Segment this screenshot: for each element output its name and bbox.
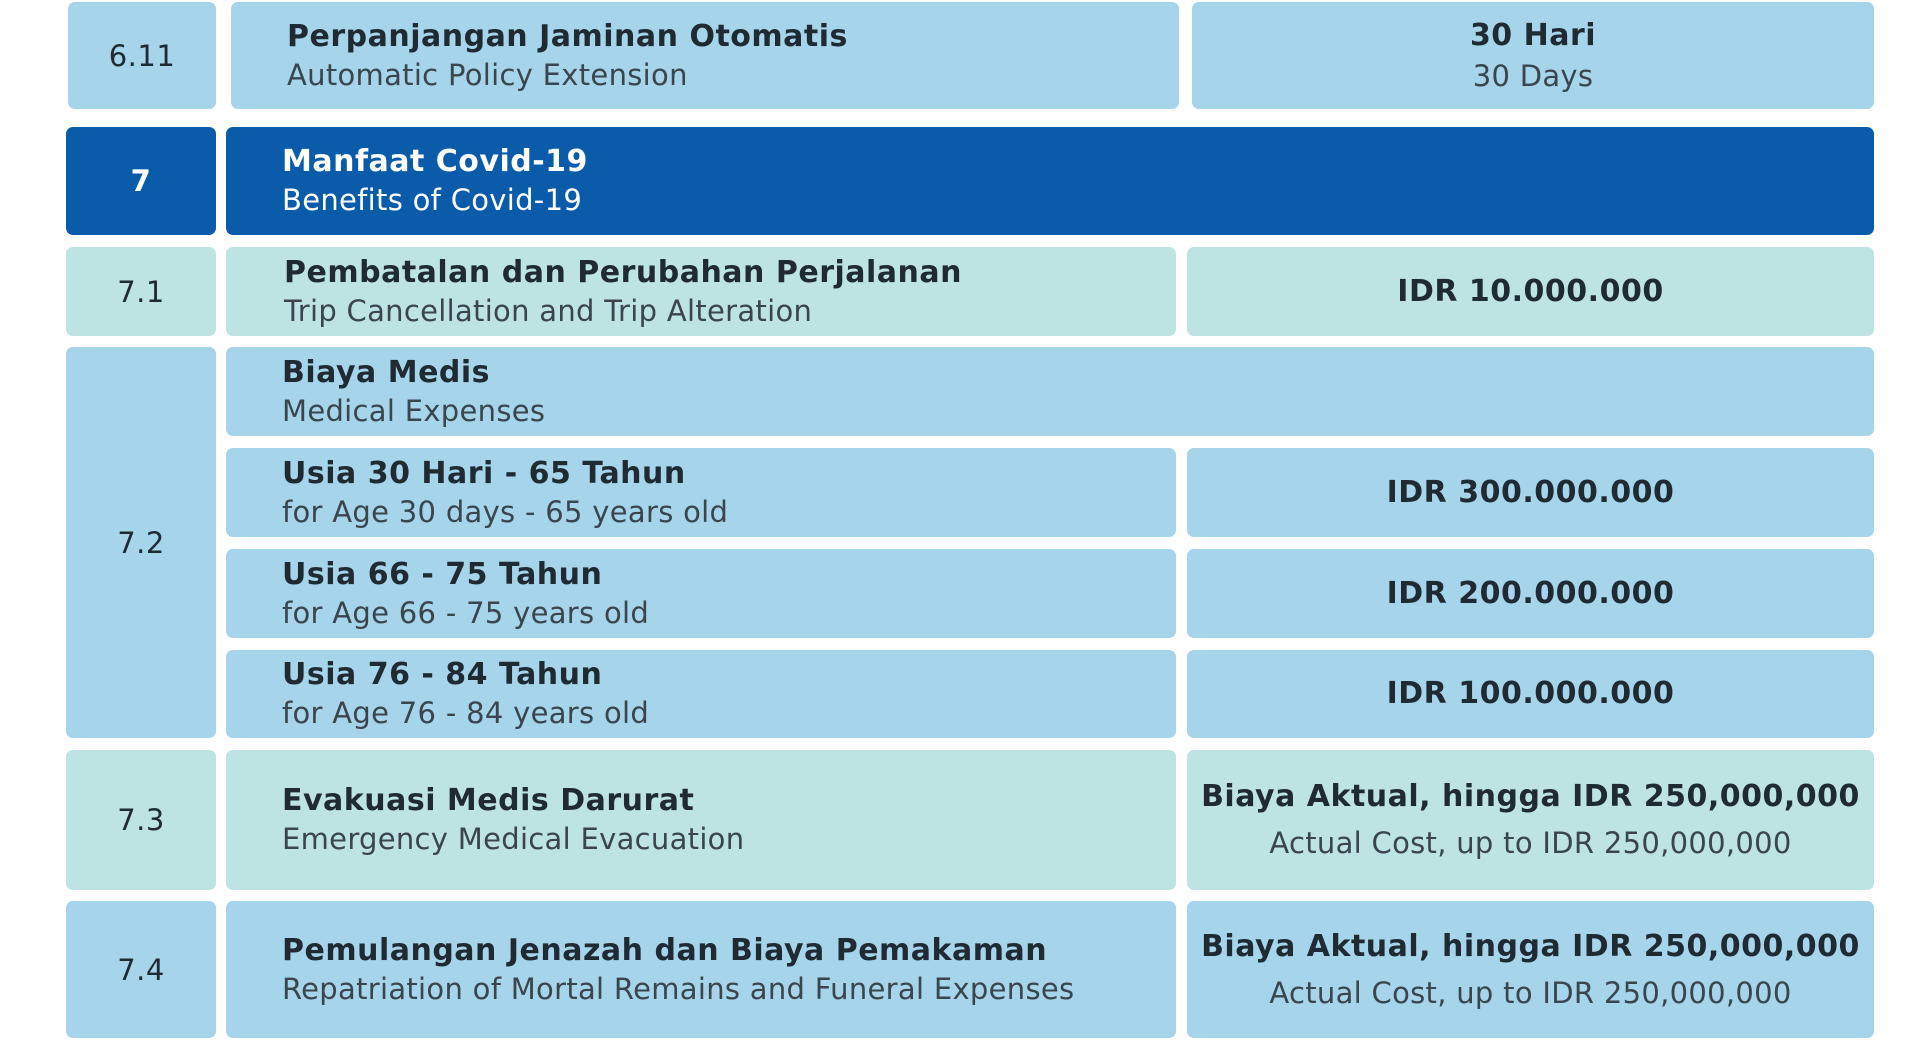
benefit-title: Evakuasi Medis Darurat <box>282 783 695 818</box>
row-7-2-sub-3-description-cell <box>226 650 1176 738</box>
row-7-3-value-cell <box>1187 750 1874 890</box>
row-7-2-sub-2-value-cell <box>1187 549 1874 638</box>
row-7-2-number-cell <box>66 347 216 738</box>
benefit-value-english: Actual Cost, up to IDR 250,000,000 <box>1269 826 1792 860</box>
row-7-1-description-cell <box>226 247 1176 336</box>
benefit-title: Pemulangan Jenazah dan Biaya Pemakaman <box>282 932 1048 968</box>
row-7-4-value-cell <box>1187 901 1874 1038</box>
row-number: 7.4 <box>117 952 165 987</box>
benefit-value: IDR 200.000.000 <box>1386 575 1675 611</box>
section-title: Manfaat Covid-19 <box>282 144 588 179</box>
benefit-title: Pembatalan dan Perubahan Perjalanan <box>284 254 962 290</box>
benefit-value: IDR 10.000.000 <box>1397 273 1664 309</box>
benefit-value: Biaya Aktual, hingga IDR 250,000,000 <box>1201 779 1860 814</box>
row-7-4-number-cell <box>66 901 216 1038</box>
row-7-1-value-cell <box>1187 247 1874 336</box>
row-7-3-number-cell <box>66 750 216 890</box>
benefit-value-english: Actual Cost, up to IDR 250,000,000 <box>1269 975 1792 1010</box>
row-7-1-number-cell <box>66 247 216 336</box>
benefit-subtitle: Repatriation of Mortal Remains and Funeral Expenses <box>282 971 1075 1006</box>
row-number: 7.1 <box>117 274 165 309</box>
age-range-subtitle: for Age 30 days - 65 years old <box>282 494 729 529</box>
age-range-title: Usia 30 Hari - 65 Tahun <box>282 455 686 491</box>
benefit-subtitle: Trip Cancellation and Trip Alteration <box>284 293 813 328</box>
row-7-3-description-cell <box>226 750 1176 890</box>
row-number: 6.11 <box>108 38 176 73</box>
row-6-11-value-cell <box>1192 2 1874 109</box>
age-range-subtitle: for Age 76 - 84 years old <box>282 696 650 730</box>
row-7-2-sub-1-description-cell <box>226 448 1176 537</box>
benefit-subtitle: Automatic Policy Extension <box>287 57 688 92</box>
row-6-11-description-cell <box>231 2 1179 109</box>
benefit-subtitle: Emergency Medical Evacuation <box>282 822 745 856</box>
benefit-subtitle: Medical Expenses <box>282 393 546 428</box>
row-number: 7.3 <box>117 803 165 837</box>
age-range-title: Usia 66 - 75 Tahun <box>282 556 603 592</box>
row-7-2-sub-1-value-cell <box>1187 448 1874 537</box>
benefit-value: Biaya Aktual, hingga IDR 250,000,000 <box>1201 928 1860 964</box>
benefit-value: IDR 100.000.000 <box>1386 676 1675 711</box>
row-7-2-sub-3-value-cell <box>1187 650 1874 738</box>
age-range-subtitle: for Age 66 - 75 years old <box>282 595 650 630</box>
benefit-value: 30 Hari <box>1469 17 1597 53</box>
row-6-11-number-cell <box>68 2 216 109</box>
row-7-2-sub-2-description-cell <box>226 549 1176 638</box>
row-7-4-description-cell <box>226 901 1176 1038</box>
benefit-value-english: 30 Days <box>1472 58 1594 93</box>
section-7-header-cell <box>226 127 1874 235</box>
benefit-title: Perpanjangan Jaminan Otomatis <box>287 18 848 54</box>
benefit-value: IDR 300.000.000 <box>1386 474 1675 510</box>
age-range-title: Usia 76 - 84 Tahun <box>282 657 603 692</box>
row-7-2-header-cell <box>226 347 1874 436</box>
section-subtitle: Benefits of Covid-19 <box>282 183 583 217</box>
row-number: 7.2 <box>117 525 165 560</box>
benefit-title: Biaya Medis <box>282 354 491 390</box>
section-7-number-cell <box>66 127 216 235</box>
section-number: 7 <box>130 164 152 198</box>
